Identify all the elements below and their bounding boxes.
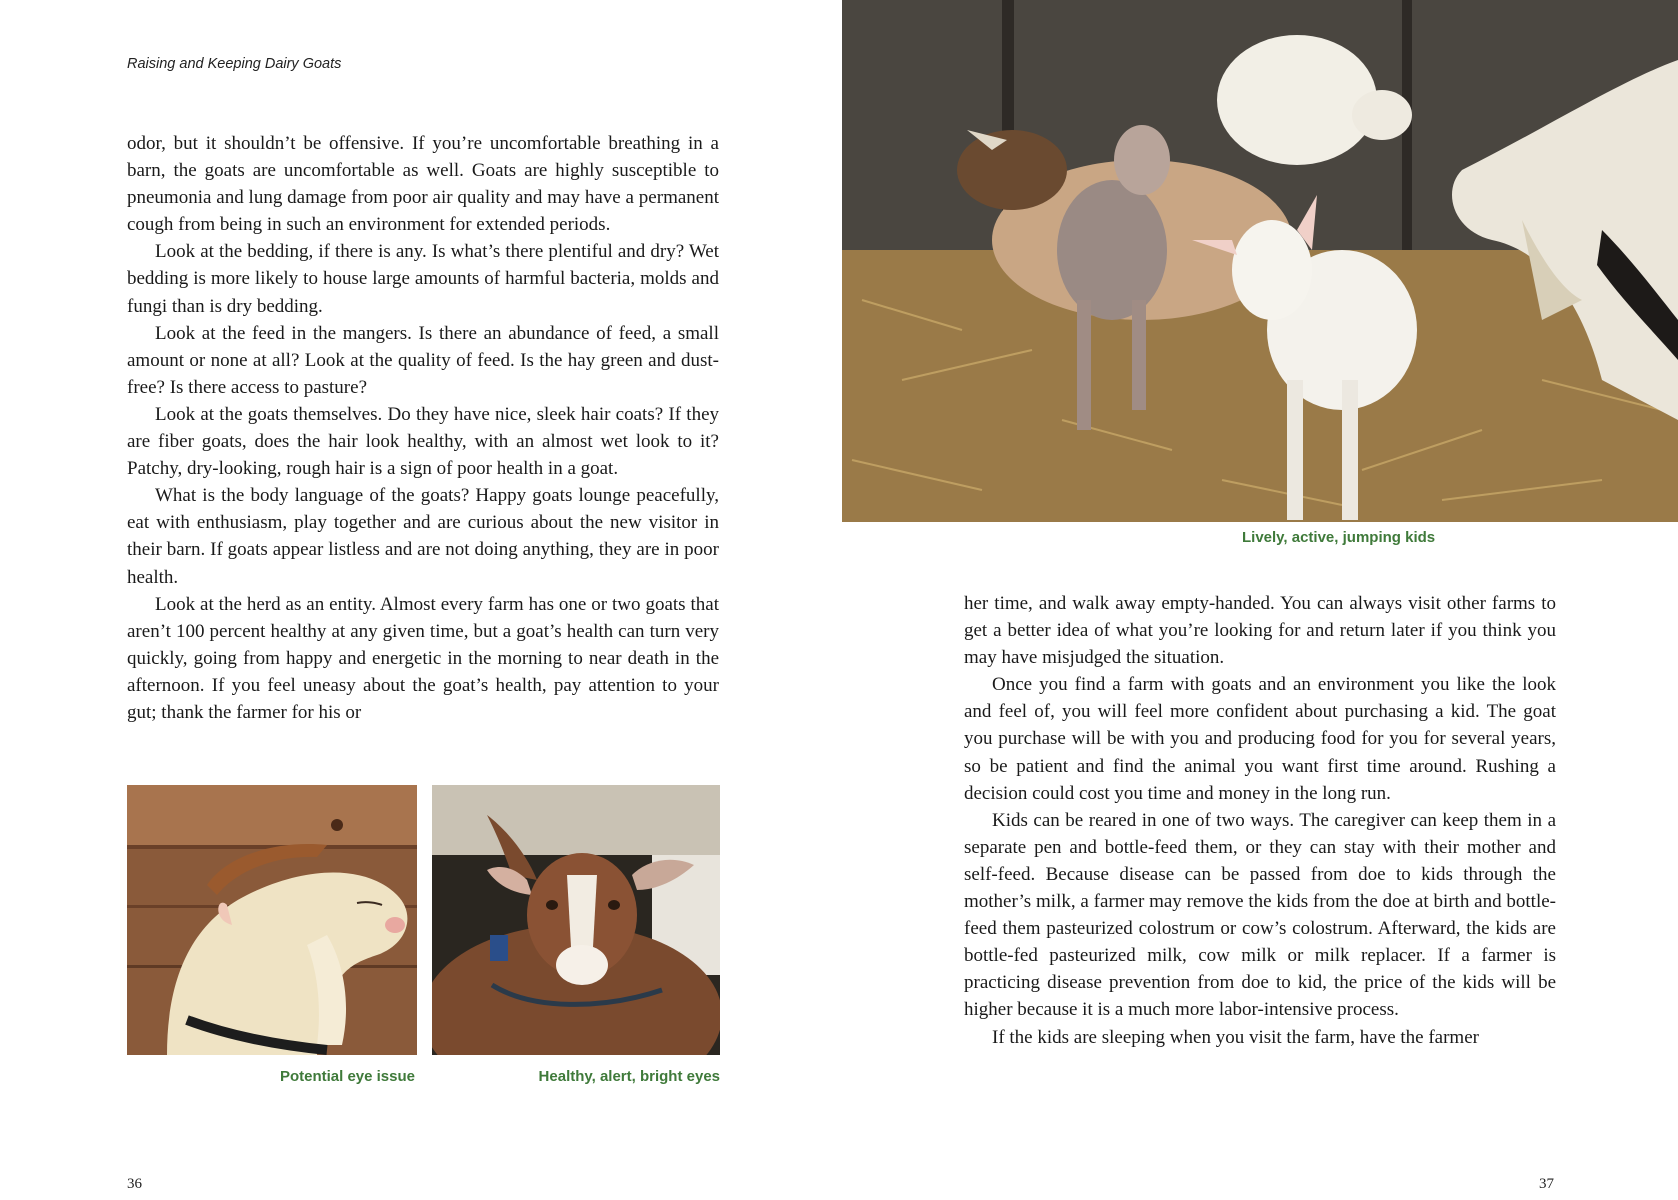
paragraph: Look at the bedding, if there is any. Is what’s there plentiful and dry? Wet bedding is more likely to house large amounts of harmful bacteria, molds and fungi than is dry bedding. [127,241,719,317]
photo-caption: Healthy, alert, bright eyes [538,1068,720,1085]
right-page [839,0,1678,1200]
page-number: 36 [127,1176,142,1192]
photo-caption: Potential eye issue [279,1068,415,1085]
page-number: 37 [1539,1176,1554,1192]
left-body-text [127,130,719,726]
goat-healthy-photo [432,785,720,1055]
paragraph: If the kids are sleeping when you visit the farm, have the farmer [992,1026,1479,1048]
running-head: Raising and Keeping Dairy Goats [127,56,342,72]
right-body-text [964,590,1556,1051]
photo-caption: Lively, active, jumping kids [1242,529,1436,546]
paragraph: What is the body language of the goats? Happy goats lounge peacefully, eat with enthusiasm, play together and are curious about the new visitor in their barn. If goats appear listless and are not doing anything, they are in poor health. [127,485,719,588]
paragraph: Once you find a farm with goats and an environment you like the look and feel of, you will feel more confident about purchasing a kid. The goat you purchase will be with you and producing food for you for several years, so be patient and find the animal you want first time around. Rushing a decision could cost you time and money in the long run. [964,674,1556,804]
paragraph: Kids can be reared in one of two ways. The caregiver can keep them in a separate pen and bottle-feed them, or they can stay with their mother and self-feed. Because disease can be passed from doe to kids through the mother’s milk, a farmer may remove the kids from the doe at birth and bottle-feed them pasteurized colostrum or cow’s colostrum. Afterward, the kids are bottle-fed pasteurized milk, cow milk or milk replacer. If a farmer is practicing disease prevention from doe to kid, the price of the kids will be higher because it is a much more labor-intensive process. [964,809,1556,1021]
paragraph: Look at the goats themselves. Do they have nice, sleek hair coats? If they are fiber goats, does the hair look healthy, with an almost wet look to it? Patchy, dry-looking, rough hair is a sign of poor health in a goat. [127,403,719,480]
paragraph: Look at the herd as an entity. Almost every farm has one or two goats that aren’t 100 percent healthy at any given time, but a goat’s health can turn very quickly, going from happy and energetic in the morning to near death in the afternoon. If you feel uneasy about the goat’s health, pay attention to your gut; thank the farmer for his or [127,593,719,723]
paragraph: her time, and walk away empty-handed. You can always visit other farms to get a better idea of what you’re looking for and return later if you think you may have misjudged the situation. [964,593,1556,669]
goat-kids-photo [842,0,1678,522]
paragraph: Look at the feed in the mangers. Is there an abundance of feed, a small amount or none at all? Look at the quality of feed. Is the hay green and dust-free? Is there access to pasture? [127,322,719,398]
paragraph: odor, but it shouldn’t be offensive. If you’re uncomfortable breathing in a barn, the goats are uncomfortable as well. Goats are highly susceptible to pneumonia and lung damage from poor air quality and may have a permanent cough from being in such an environment for extended periods. [127,133,719,236]
goat-eye-issue-photo [127,785,417,1055]
